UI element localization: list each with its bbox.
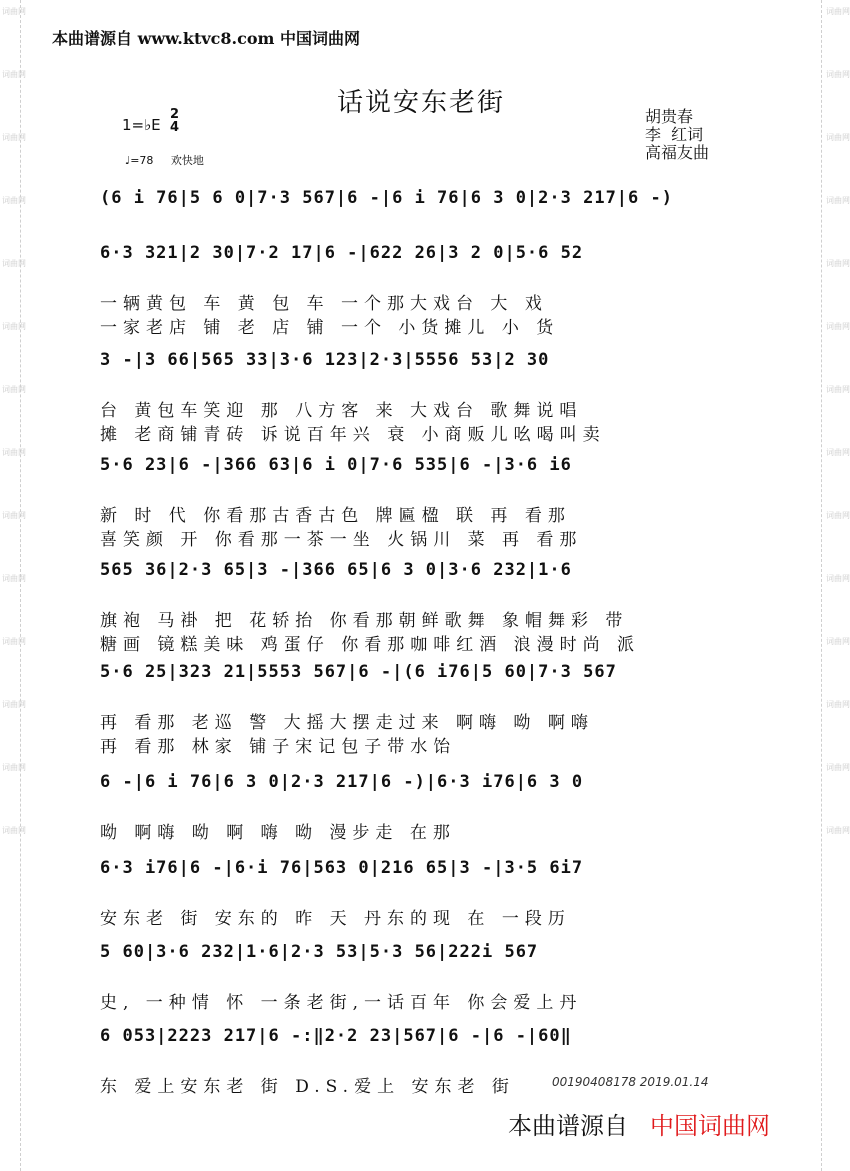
lyric-line: 再 看那 老巡 警 大摇大摆走过来 啊嗨 呦 啊嗨 <box>100 713 594 733</box>
score-row <box>100 1026 760 1108</box>
notation-line: 6 -|6 i 76|6 3 0|2·3 217|6 -)|6·3 i76|6 3 0 <box>100 772 584 792</box>
score-row <box>100 455 760 550</box>
side-watermark-right <box>826 0 850 1171</box>
watermark-text: 词曲网 <box>2 511 26 520</box>
source-attribution-header: 本曲谱源自 www.ktvc8.com 中国词曲网 <box>52 29 360 48</box>
score-row <box>100 942 760 1024</box>
watermark-text: 词曲网 <box>2 259 26 268</box>
song-title: 话说安东老街 <box>336 88 505 118</box>
watermark-text: 词曲网 <box>826 574 850 583</box>
lyric-line: 摊 老商铺青砖 诉说百年兴 衰 小商贩儿吆喝叫卖 <box>100 425 606 445</box>
notation-line: 6·3 i76|6 -|6·i 76|563 0|216 65|3 -|3·5 6i7 <box>100 858 584 878</box>
watermark-text: 词曲网 <box>2 574 26 583</box>
watermark-text: 词曲网 <box>2 826 26 835</box>
notation-line: 6·3 321|2 30|7·2 17|6 -|622 26|3 2 0|5·6 52 <box>100 243 584 263</box>
score-row <box>100 243 760 338</box>
score-row <box>100 560 760 655</box>
watermark-text: 词曲网 <box>826 826 850 835</box>
watermark-text: 词曲网 <box>826 763 850 772</box>
tempo-marking <box>125 152 204 168</box>
notation-line: 5·6 25|323 21|5553 567|6 -|(6 i76|5 60|7·3 567 <box>100 662 617 682</box>
lyric-line: 台 黄包车笑迎 那 八方客 来 大戏台 歌舞说唱 <box>100 401 583 421</box>
watermark-text: 词曲网 <box>826 511 850 520</box>
footer-site-name: 中国词曲网 <box>650 1112 770 1140</box>
notation-line: 5 60|3·6 232|1·6|2·3 53|5·3 56|222i 567 <box>100 942 539 962</box>
watermark-text: 词曲网 <box>2 70 26 79</box>
lyric-line: 史, 一种情 怀 一条老街,一话百年 你会爱上丹 <box>100 993 583 1013</box>
watermark-text: 词曲网 <box>826 385 850 394</box>
expression-marking: 欢快地 <box>170 154 204 167</box>
notation-line: 3 -|3 66|565 33|3·6 123|2·3|5556 53|2 30 <box>100 350 550 370</box>
right-margin-divider <box>821 0 822 1171</box>
key-signature: 1=♭E <box>122 116 161 134</box>
watermark-text: 词曲网 <box>2 385 26 394</box>
watermark-text: 词曲网 <box>2 7 26 16</box>
tempo-value: ♩=78 <box>125 154 154 167</box>
watermark-text: 词曲网 <box>826 133 850 142</box>
lyric-line: 旗袍 马褂 把 花轿抬 你看那朝鲜歌舞 象帽舞彩 带 <box>100 611 629 631</box>
footer-source-label: 本曲谱源自 <box>508 1112 628 1140</box>
watermark-text: 词曲网 <box>826 322 850 331</box>
score-row <box>100 772 760 854</box>
watermark-text: 词曲网 <box>2 448 26 457</box>
watermark-text: 词曲网 <box>826 448 850 457</box>
footnote-id: 00190408178 2019.01.14 <box>552 1075 709 1089</box>
notation-line: 565 36|2·3 65|3 -|366 65|6 3 0|3·6 232|1·6 <box>100 560 572 580</box>
time-signature <box>170 108 179 134</box>
score-row <box>100 350 760 445</box>
credits-block: 胡贵春 李 红词 高福友曲 <box>645 107 710 162</box>
watermark-text: 词曲网 <box>826 196 850 205</box>
watermark-text: 词曲网 <box>2 322 26 331</box>
lyric-line: 一辆黄包 车 黄 包 车 一个那大戏台 大 戏 <box>100 294 548 314</box>
watermark-text: 词曲网 <box>826 259 850 268</box>
score-row <box>100 858 760 940</box>
watermark-text: 词曲网 <box>2 763 26 772</box>
watermark-text: 词曲网 <box>826 700 850 709</box>
notation-line: (6 i 76|5 6 0|7·3 567|6 -|6 i 76|6 3 0|2·3 217|6 -) <box>100 188 673 208</box>
lyric-line: 糖画 镜糕美味 鸡蛋仔 你看那咖啡红酒 浪漫时尚 派 <box>100 635 641 655</box>
watermark-text: 词曲网 <box>2 637 26 646</box>
time-signature-bottom: 4 <box>170 120 180 135</box>
side-watermark-left <box>2 0 26 1171</box>
left-margin-divider <box>20 0 21 1171</box>
watermark-text: 词曲网 <box>2 196 26 205</box>
time-signature-top: 2 <box>170 107 180 122</box>
lyric-line: 东 爱上安东老 街 D.S.爱上 安东老 街 <box>100 1077 515 1097</box>
lyric-line: 呦 啊嗨 呦 啊 嗨 呦 漫步走 在那 <box>100 823 456 843</box>
watermark-text: 词曲网 <box>826 637 850 646</box>
lyric-line: 安东老 街 安东的 昨 天 丹东的现 在 一段历 <box>100 909 571 929</box>
notation-line: 5·6 23|6 -|366 63|6 i 0|7·6 535|6 -|3·6 i6 <box>100 455 572 475</box>
watermark-text: 词曲网 <box>2 700 26 709</box>
watermark-text: 词曲网 <box>2 133 26 142</box>
watermark-text: 词曲网 <box>826 70 850 79</box>
lyric-line: 一家老店 铺 老 店 铺 一个 小货摊儿 小 货 <box>100 318 560 338</box>
notation-line: 6 053|2223 217|6 -:‖2·2 23|567|6 -|6 -|60‖ <box>100 1026 572 1046</box>
watermark-text: 词曲网 <box>826 7 850 16</box>
lyric-line: 再 看那 林家 铺子宋记包子带水饴 <box>100 737 457 757</box>
score-row <box>100 662 760 757</box>
lyric-line: 喜笑颜 开 你看那一茶一坐 火锅川 菜 再 看那 <box>100 530 583 550</box>
lyric-line: 新 时 代 你看那古香古色 牌匾楹 联 再 看那 <box>100 506 571 526</box>
source-attribution-footer <box>508 1106 770 1141</box>
